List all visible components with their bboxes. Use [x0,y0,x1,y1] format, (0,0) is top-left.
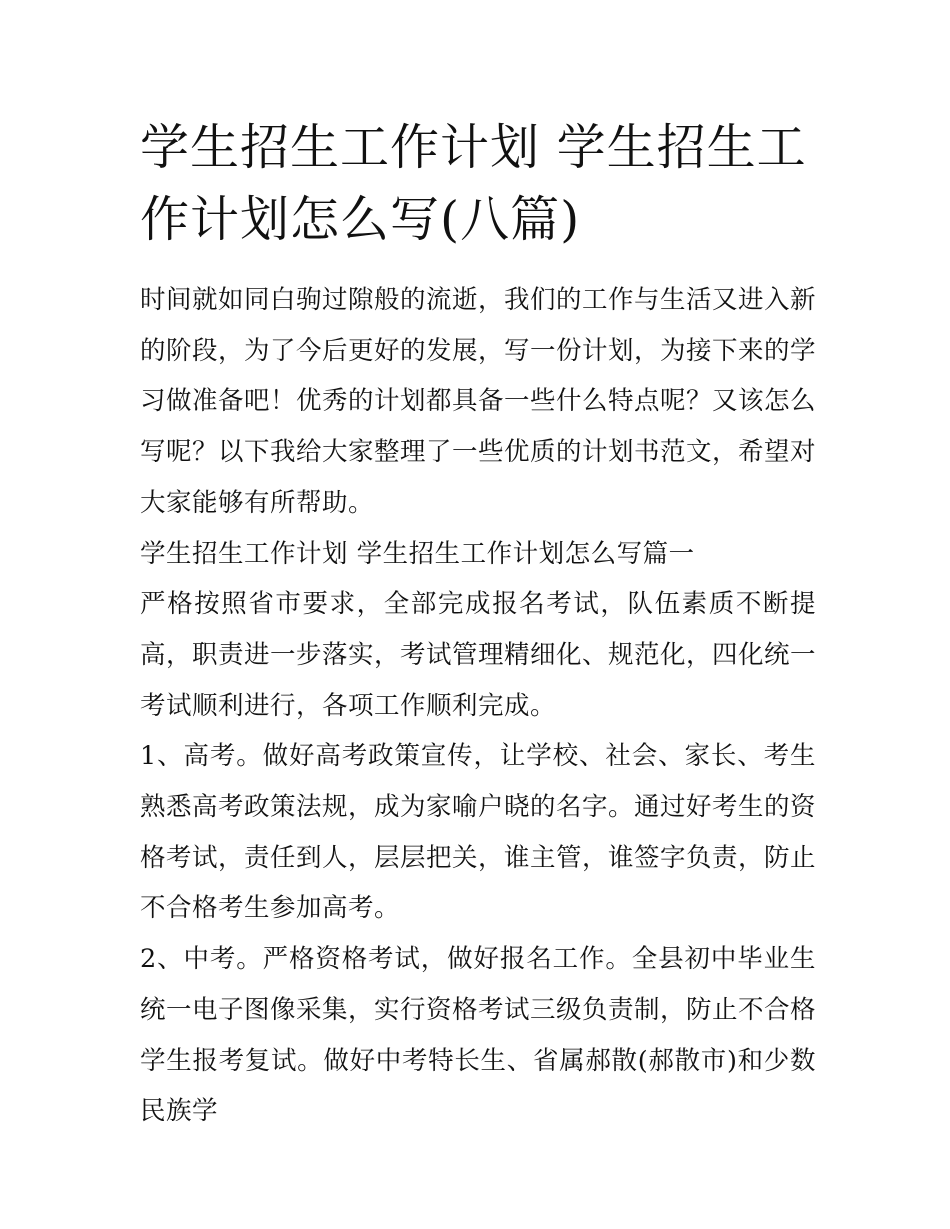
section-heading: 学生招生工作计划 学生招生工作计划怎么写篇一 [140,538,695,569]
document-title: 学生招生工作计划 学生招生工作计划怎么写(八篇) [140,119,807,248]
document-content [140,112,816,1137]
intro-paragraph: 时间就如同白驹过隙般的流逝，我们的工作与生活又进入新的阶段，为了今后更好的发展，写一份计划，为接下来的学习做准备吧！优秀的计划都具备一些什么特点呢？又该怎么写呢？以下我给大家整理了一些优质的计划书范文，希望对大家能够有所帮助。 [140,285,817,518]
list-item-zhongkao: 2、中考。严格资格考试，做好报名工作。全县初中毕业生统一电子图像采集，实行资格考试三级负责制，防止不合格学生报考复试。做好中考特长生、省属郝散(郝散市)和少数民族学 [140,944,817,1127]
body-paragraph: 严格按照省市要求，全部完成报名考试，队伍素质不断提高，职责进一步落实，考试管理精细化、规范化，四化统一考试顺利进行，各项工作顺利完成。 [140,589,817,721]
list-item-gaokao: 1、高考。做好高考政策宣传，让学校、社会、家长、考生熟悉高考政策法规，成为家喻户晓的名字。通过好考生的资格考试，责任到人，层层把关，谁主管，谁签字负责，防止不合格考生参加高考。 [140,741,817,924]
document-body [140,275,816,1137]
